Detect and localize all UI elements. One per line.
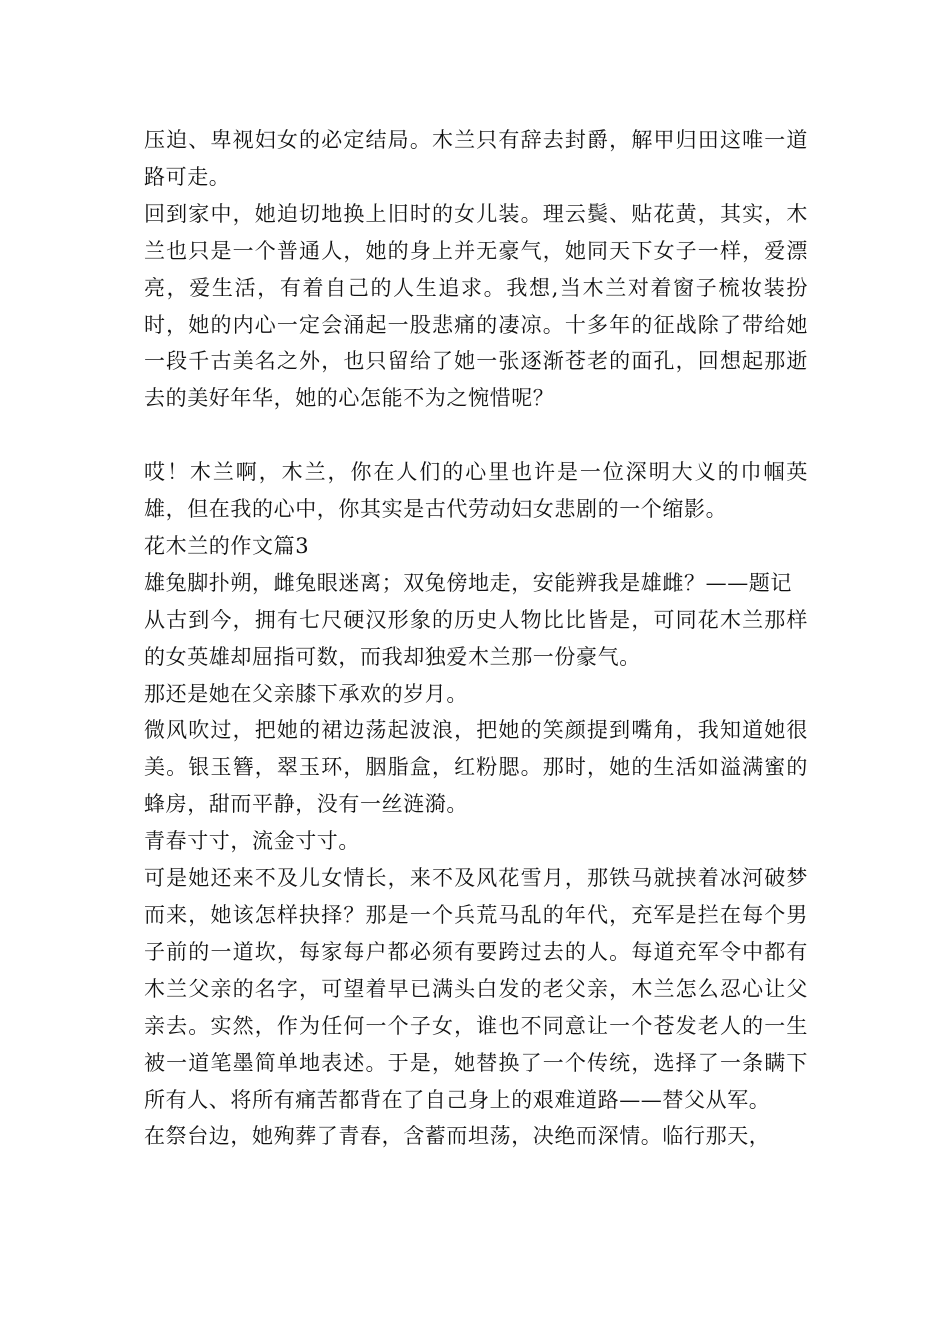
paragraph-youth: 青春寸寸，流金寸寸。 xyxy=(144,829,360,854)
paragraph-conscription: 可是她还来不及儿女情长，来不及风花雪月，那铁马就挟着冰河破梦而来，她该怎样抉择？那是一个兵荒马乱的年代，充军是拦在每个男子前的一道坎，每家每户都必须有要跨过去的人。每道充军令中都有木兰父亲的名字，可望着早已满头白发的老父亲，木兰怎么忍心让父亲去。实然，作为任何一个子女，谁也不同意让一个苍发老人的一生被一道笔墨简单地表述。于是，她替换了一个传统，选择了一条瞒下所有人、将所有痛苦都背在了自己身上的艰难道路——替父从军。 xyxy=(144,866,808,1112)
essay-heading: 花木兰的作文篇3 xyxy=(144,533,310,558)
paragraph-breeze: 微风吹过，把她的裙边荡起波浪，把她的笑颜提到嘴角，我知道她很美。银玉簪，翠玉环，胭脂盒，红粉腮。那时，她的生活如溢满蜜的蜂房，甜而平静，没有一丝涟漪。 xyxy=(144,718,808,817)
document-body xyxy=(144,122,808,1155)
paragraph-childhood: 那还是她在父亲膝下承欢的岁月。 xyxy=(144,681,468,706)
paragraph-altar: 在祭台边，她殉葬了青春，含蓄而坦荡，决绝而深情。临行那天， xyxy=(144,1124,771,1149)
blank-line xyxy=(144,417,808,454)
paragraph-heroine-rare: 从古到今，拥有七尺硬汉形象的历史人物比比皆是，可同花木兰那样的女英雄却屈指可数，而我却独爱木兰那一份豪气。 xyxy=(144,607,808,669)
paragraph-return-home: 回到家中，她迫切地换上旧时的女儿装。理云鬓、贴花黄，其实，木兰也只是一个普通人，她的身上并无豪气，她同天下女子一样，爱漂亮，爱生活，有着自己的人生追求。我想,当木兰对着窗子梳妆装扮时，她的内心一定会涌起一股悲痛的凄凉。十多年的征战除了带给她一段千古美名之外，也只留给了她一张逐渐苍老的面孔，回想起那逝去的美好年华，她的心怎能不为之惋惜呢？ xyxy=(144,201,808,411)
paragraph-oppression-ending: 压迫、卑视妇女的必定结局。木兰只有辞去封爵，解甲归田这唯一道路可走。 xyxy=(144,128,808,189)
paragraph-mulan-lament: 哎！木兰啊，木兰，你在人们的心里也许是一位深明大义的巾帼英雄，但在我的心中，你其实是古代劳动妇女悲剧的一个缩影。 xyxy=(144,460,808,522)
paragraph-epigraph: 雄兔脚扑朔，雌兔眼迷离；双兔傍地走，安能辨我是雄雌？——题记 xyxy=(144,570,792,595)
